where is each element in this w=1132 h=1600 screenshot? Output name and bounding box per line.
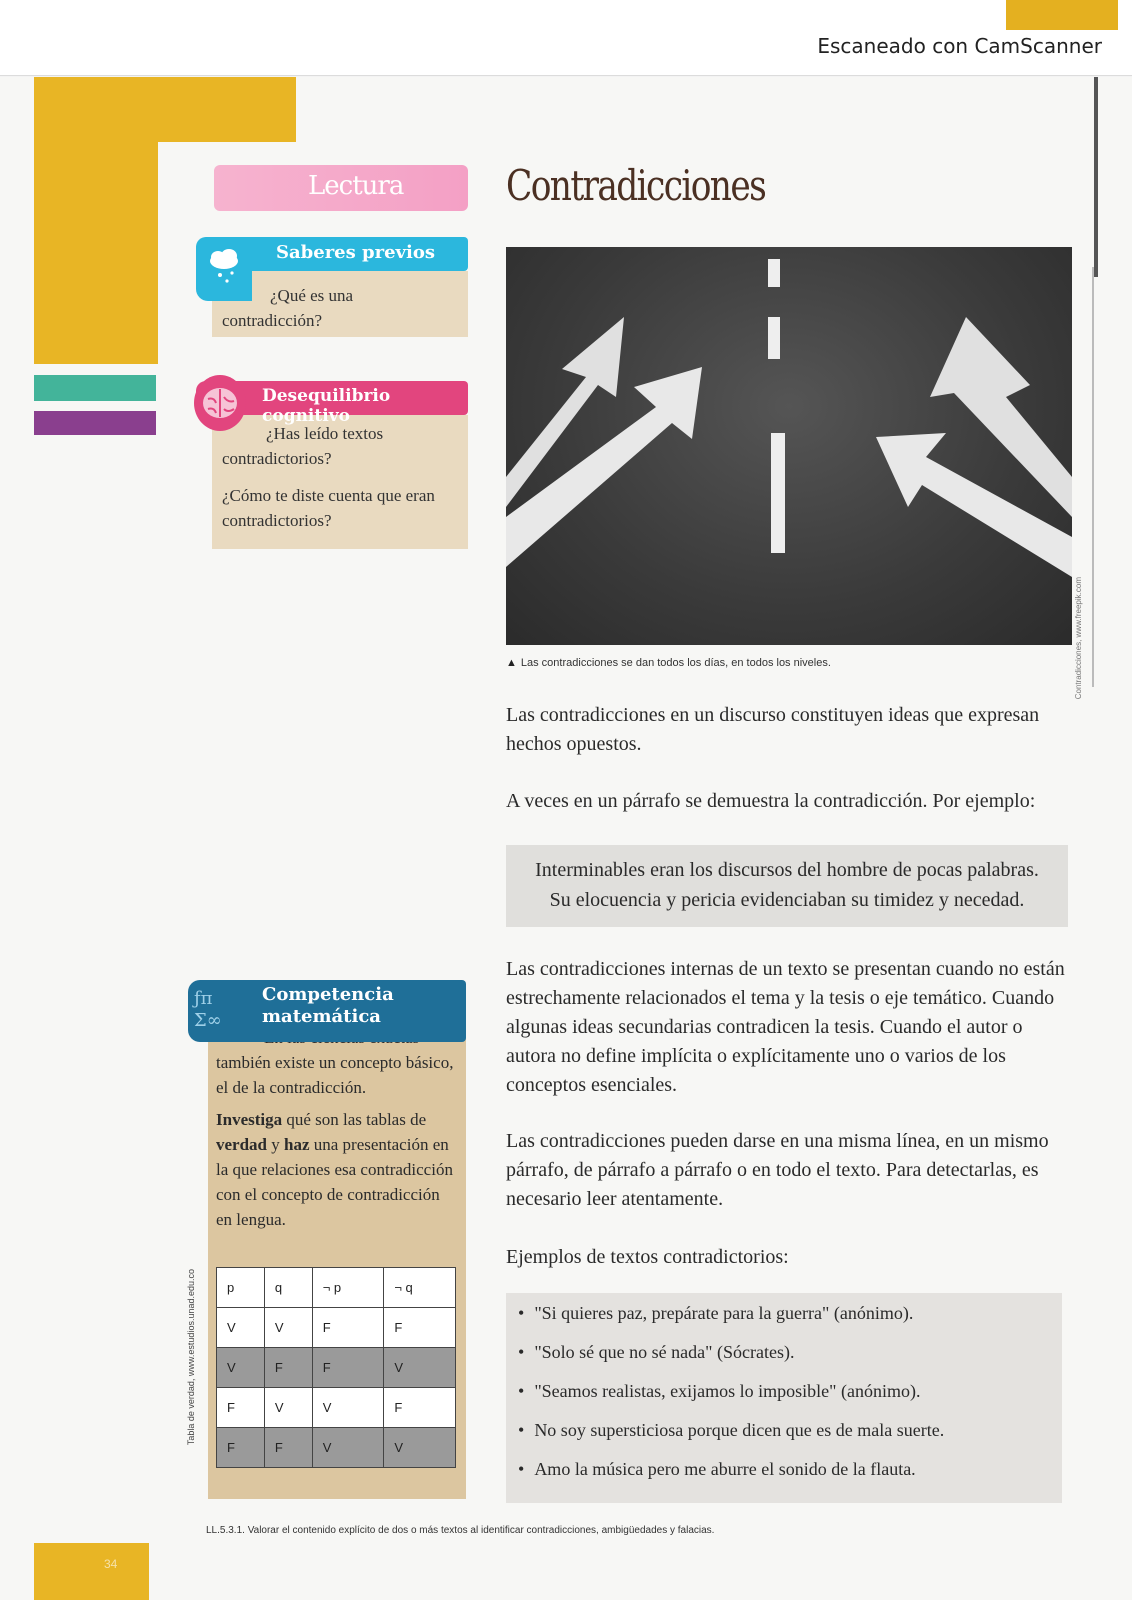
table-header-row [217,1268,456,1308]
example-item: • "Si quieres paz, prepárate para la guerra" (anónimo). [518,1303,944,1342]
table-row [217,1388,456,1428]
page-edge-line [1092,267,1094,687]
desequilibrio-q1: ¿Has leído textos contradictorios? [222,424,384,468]
photo-caption [506,657,831,669]
page-number: 34 [104,1557,118,1571]
table-cell: F [312,1308,384,1348]
quote-line-2: Su elocuencia y pericia evidenciaban su timidez y necedad. [549,889,1025,911]
example-item: • Amo la música pero me aburre el sonido de la flauta. [518,1459,944,1498]
math-p2-bold3: haz [284,1135,310,1154]
table-header-cell: p [217,1268,265,1308]
math-p2-c: una presentación en la que relaciones esa contradicción con el concepto de contradicción en lengua. [216,1135,453,1229]
math-header [188,980,466,1042]
scanner-tab [1006,0,1118,30]
paragraph-1: Las contradicciones en un discurso constituyen ideas que expresan hechos opuestos. [506,704,1040,755]
table-header-cell: ¬ q [384,1268,456,1308]
examples-list [518,1303,944,1498]
math-symbols-icon: ƒπ Σ∞ [194,988,222,1031]
table-cell: V [264,1308,312,1348]
saberes-heading: Saberes previos [276,242,435,263]
quote-line-1: Interminables eran los discursos del hombre de pocas palabras. [535,859,1039,881]
saberes-question: ¿Qué es una contradicción? [222,286,354,330]
photo-credit: Contradicciones, www.freepik.com [1074,577,1083,700]
paragraph-4: Las contradicciones pueden darse en una misma línea, en un mismo párrafo, de párrafo a párrafo o en todo el texto. Para detectarlas, es necesario leer atentamente. [506,1130,1049,1210]
desequilibrio-box [212,415,468,549]
table-header-cell: ¬ p [312,1268,384,1308]
table-cell: V [217,1308,265,1348]
table-row [217,1308,456,1348]
math-p2 [216,1107,460,1232]
document-page [0,77,1132,1600]
cloud-icon [196,237,252,301]
truth-table [216,1267,456,1468]
math-p2-bold2: verdad [216,1135,267,1154]
photo-caption-text: Las contradicciones se dan todos los días, en todos los niveles. [520,657,831,669]
page-title: Contradicciones [506,161,766,210]
road-photo [506,247,1072,645]
deco-bar-purple [34,411,156,435]
section-tag [214,165,468,211]
paragraph-5: Ejemplos de textos contradictorios: [506,1246,789,1268]
math-p1: también existe un concepto básico, el de la contradicción. [216,1053,454,1097]
table-row [217,1348,456,1388]
deco-bar-bottom [34,1543,149,1600]
table-cell: F [264,1428,312,1468]
table-cell: F [217,1388,265,1428]
paragraph-3: Las contradicciones internas de un texto se presentan cuando no están estrechamente relacionados el tema y la tesis o eje temático. Cuando algunas ideas secundarias contradicen la tesis. Cuando el autor o autora no define implícita o explícitamente uno o varios de los conceptos esenciales. [506,958,1065,1096]
table-cell: V [312,1388,384,1428]
table-cell: F [217,1428,265,1468]
example-item: • No soy supersticiosa porque dicen que es de mala suerte. [518,1420,944,1459]
example-item: • "Seamos realistas, exijamos lo imposible" (anónimo). [518,1381,944,1420]
table-cell: F [264,1348,312,1388]
math-heading [262,984,394,1028]
table-row [217,1428,456,1468]
math-p2-bold: Investiga [216,1110,283,1129]
deco-bar-green [34,375,156,401]
math-heading-line2: matemática [262,1006,381,1027]
table-cell: V [384,1428,456,1468]
table-header-cell: q [264,1268,312,1308]
table-caption: Tabla de verdad, www.estudios.unad.edu.co [186,1269,196,1446]
table-cell: F [384,1308,456,1348]
table-cell: V [384,1348,456,1388]
example-item: • "Solo sé que no sé nada" (Sócrates). [518,1342,944,1381]
table-cell: V [264,1388,312,1428]
paragraph-2: A veces en un párrafo se demuestra la contradicción. Por ejemplo: [506,790,1036,812]
table-cell: V [312,1428,384,1468]
scanner-title: Escaneado con CamScanner [817,34,1102,58]
examples-box [506,1293,1062,1503]
table-cell: F [312,1348,384,1388]
example-quote-box [506,845,1068,927]
brain-icon [194,375,246,431]
desequilibrio-q2: ¿Cómo te diste cuenta que eran contradictorios? [222,486,435,530]
page-edge [1094,77,1098,277]
table-cell: F [384,1388,456,1428]
triangle-icon: ▲ [506,657,517,669]
footnote: LL.5.3.1. Valorar el contenido explícito de dos o más textos al identificar contradicciones, ambigüedades y falacias. [206,1525,715,1536]
table-cell: V [217,1348,265,1388]
scanner-header [0,0,1132,76]
section-tag-label: Lectura [308,171,404,201]
math-p2-a: qué son las tablas de [282,1110,427,1129]
math-heading-line1: Competencia [262,984,394,1005]
math-p2-b: y [267,1135,284,1154]
desequilibrio-heading: Desequilibrio cognitivo [262,386,391,426]
deco-bar-left [34,77,158,364]
